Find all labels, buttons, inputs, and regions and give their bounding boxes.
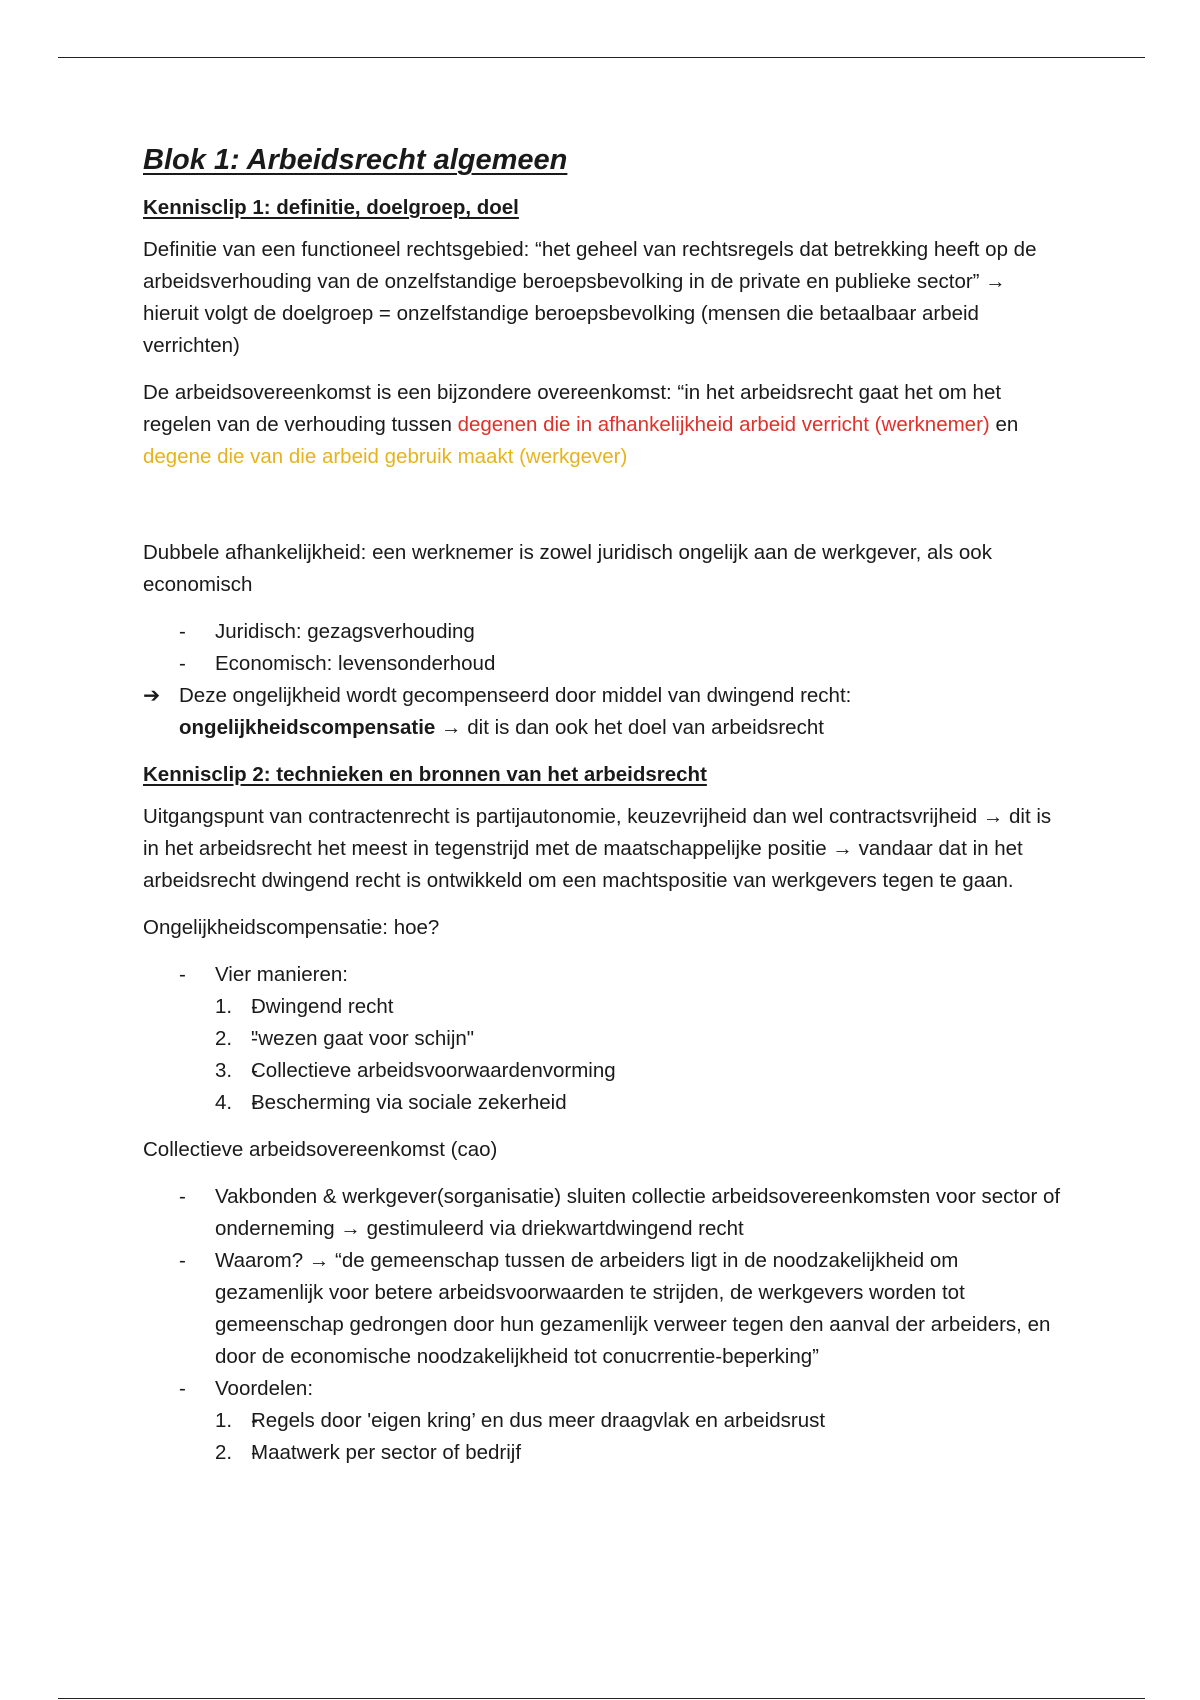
numbered-item: - 2. "wezen gaat voor schijn" [215,1023,1063,1055]
contract-paragraph: Uitgangspunt van contractenrecht is partijautonomie, keuzevrijheid dan wel contractsvrijheid → dit is in het arbeidsrecht het meest in tegenstrijd met de maatschappelijke positie → vandaar dat in het arbeidsrecht dwingend recht is ontwikkeld om een machtspositie van werkgevers tegen te gaan. [143,805,1052,892]
list-item: - Economisch: levensonderhoud [143,648,1063,680]
numbered-item: - 3. Collectieve arbeidsvoorwaardenvorming [215,1055,1063,1087]
page-title: Blok 1: Arbeidsrecht algemeen [143,144,568,176]
compensation-question: Ongelijkheidscompensatie: hoe? [143,916,440,939]
arrow-right-icon: → [340,1217,361,1240]
arrow-right-icon: → [832,837,853,860]
arrow-right-icon: → [308,1249,330,1272]
numbered-item: - 2. Maatwerk per sector of bedrijf [215,1437,1063,1469]
section-heading-clip1: Kennisclip 1: definitie, doelgroep, doel [143,196,519,219]
cao-heading: Collectieve arbeidsovereenkomst (cao) [143,1138,498,1161]
list-item: - Vier manieren: - 1. Dwingend recht - 2. "wezen gaat voor schijn" - 3. Collectieve arbeidsvoorwaardenvorming - 4. Bescherming via sociale zekerheid [143,959,1063,1119]
dependency-list [143,616,1063,680]
ways-numbered-list [215,991,1063,1119]
ways-list [143,959,1063,1119]
arrow-right-icon: → [441,716,462,739]
conclusion-arrow-item: ➔ Deze ongelijkheid wordt gecompenseerd door middel van dwingend recht: ongelijkheidscompensatie → dit is dan ook het doel van arbeidsrecht [143,680,1063,744]
list-item: - Voordelen: - 1. Regels door 'eigen kring’ en dus meer draagvlak en arbeidsrust - 2. Maatwerk per sector of bedrijf [143,1373,1063,1469]
list-item: - Waarom? → “de gemeenschap tussen de arbeiders ligt in de noodzakelijkheid om gezamenlijk voor betere arbeidsvoorwaarden te strijden, de werkgevers worden tot gemeenschap gedrongen door hun gezamenlijk verweer tegen den aanval der arbeiders, en door de economische noodzakelijkheid tot conucrrentie-beperking” [143,1245,1063,1373]
cao-list [143,1181,1063,1469]
section-heading-clip2: Kennisclip 2: technieken en bronnen van het arbeidsrecht [143,763,707,786]
numbered-item: - 4. Bescherming via sociale zekerheid [215,1087,1063,1119]
employer-highlight: degene die van die arbeid gebruik maakt (werkgever) [143,445,628,468]
definition-paragraph: Definitie van een functioneel rechtsgebied: “het geheel van rechtsregels dat betrekking heeft op de arbeidsverhouding van de onzelfstandige beroepsbevolking in de private en publieke sector” → hieruit volgt de doelgroep = onzelfstandige beroepsbevolking (mensen die betaalbaar arbeid verrichten) [143,238,1037,357]
numbered-item: - 1. Regels door 'eigen kring’ en dus meer draagvlak en arbeidsrust [215,1405,1063,1437]
dependency-paragraph: Dubbele afhankelijkheid: een werknemer is zowel juridisch ongelijk aan de werkgever, als ook economisch [143,541,992,596]
arrow-right-icon: ➔ [143,684,161,707]
header-rule [58,57,1145,58]
agreement-paragraph: De arbeidsovereenkomst is een bijzondere overeenkomst: “in het arbeidsrecht gaat het om het regelen van de verhouding tussen degenen die in afhankelijkheid arbeid verricht (werknemer) en degene die van die arbeid gebruik maakt (werkgever) [143,381,1019,468]
numbered-item: - 1. Dwingend recht [215,991,1063,1023]
list-item: - Juridisch: gezagsverhouding [143,616,1063,648]
list-item: - Vakbonden & werkgever(sorganisatie) sluiten collectie arbeidsovereenkomsten voor sector of onderneming → gestimuleerd via driekwartdwingend recht [143,1181,1063,1245]
document-body [143,140,1063,1469]
arrow-right-icon: → [985,270,1006,293]
arrow-right-icon: → [982,805,1004,828]
employee-highlight: degenen die in afhankelijkheid arbeid verricht (werknemer) [457,413,990,436]
key-term: ongelijkheidscompensatie [179,716,436,739]
advantages-numbered-list [215,1405,1063,1469]
footer-rule [58,1698,1145,1699]
